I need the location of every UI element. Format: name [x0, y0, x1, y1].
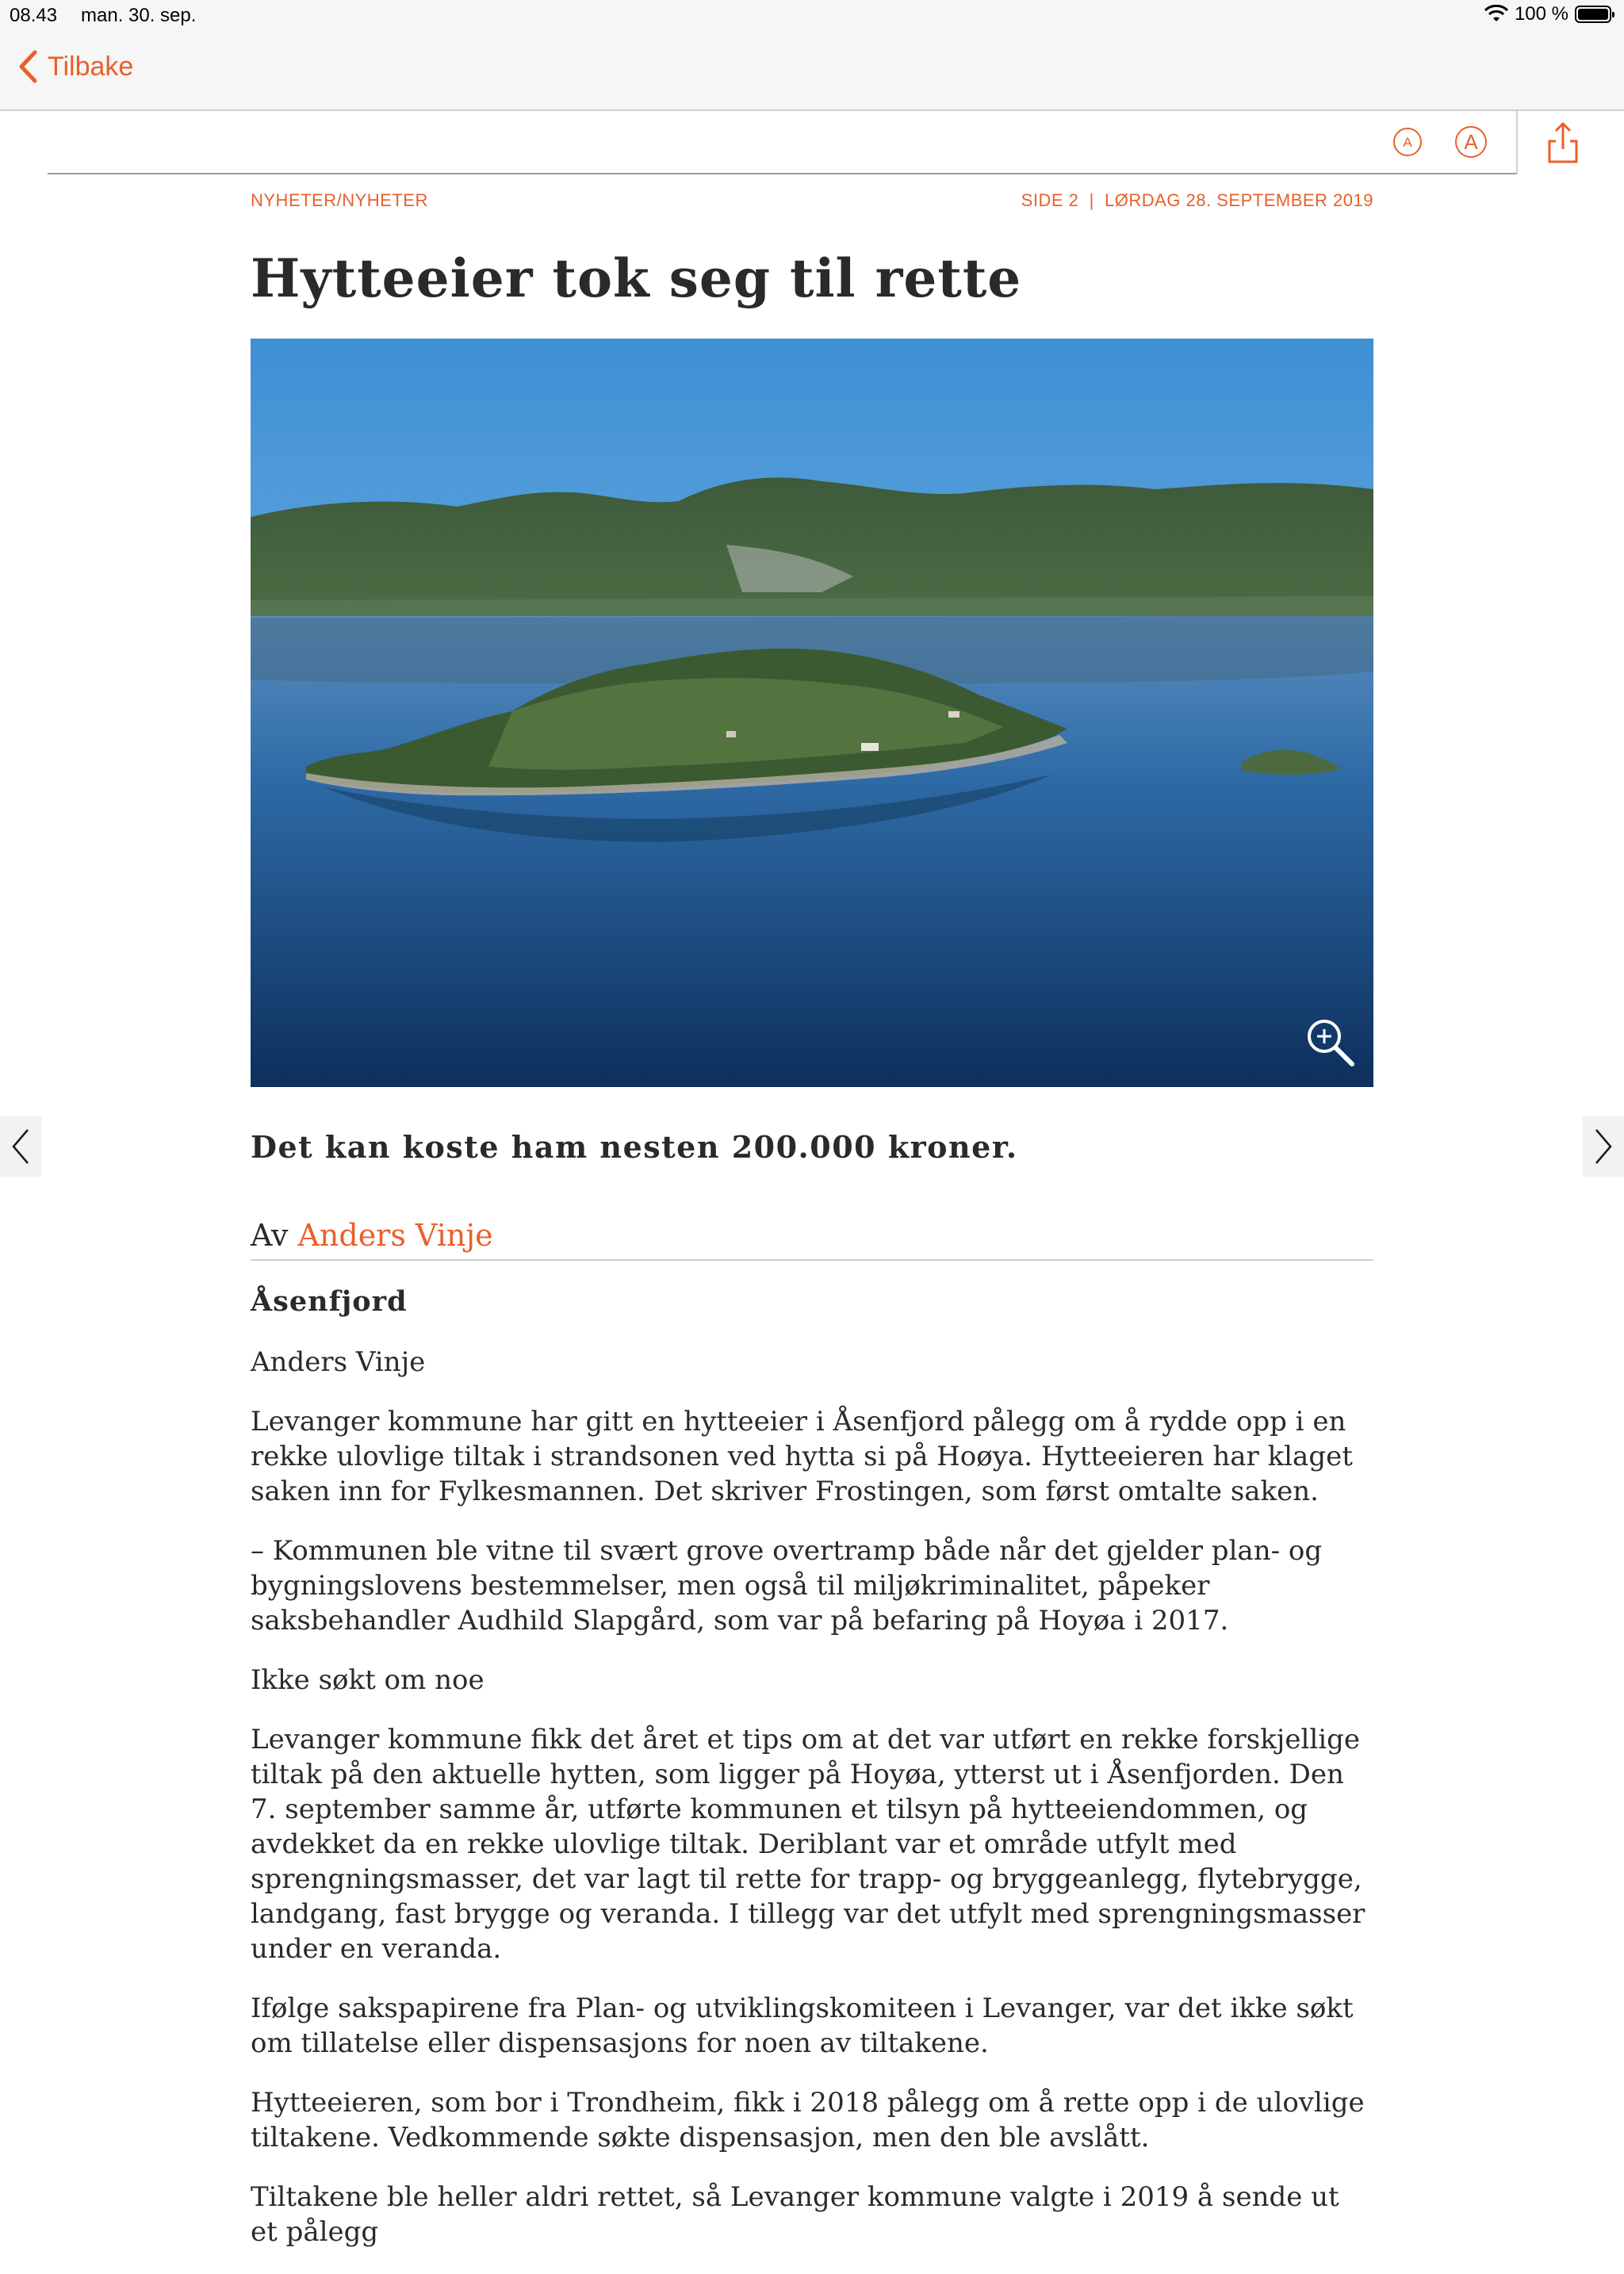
battery-icon: [1575, 6, 1611, 23]
byline: [251, 1218, 1373, 1253]
paragraph: Levanger kommune har gitt en hytteeier i Åsenfjord pålegg om å rydde opp i en rekke ulovlige tiltak i strandsonen ved hytta si på Hoøya. Hytteeieren har klaget saken inn for Fylkesmannen. Det skriver Frostingen, som først omtalte saken.: [251, 1406, 1353, 1507]
dateline: Åsenfjord: [251, 1285, 408, 1318]
chevron-left-icon: [10, 1127, 31, 1166]
nav-bar: [0, 32, 1624, 111]
page-info: SIDE 2 | LØRDAG 28. SEPTEMBER 2019: [1021, 190, 1373, 210]
fjord-island-photo: [251, 339, 1373, 1087]
section-label: NYHETER/NYHETER: [251, 190, 428, 210]
toolbar-separator: [1516, 111, 1518, 174]
headline: Hytteeier tok seg til rette: [251, 247, 1022, 309]
font-smaller-icon[interactable]: [1392, 127, 1423, 157]
font-smaller-glyph: A: [1403, 135, 1412, 150]
back-label: Tilbake: [48, 51, 134, 82]
previous-article-button[interactable]: [0, 1116, 41, 1177]
status-right: [1484, 3, 1611, 25]
chevron-left-icon: [17, 49, 38, 84]
byline-prefix: Av: [251, 1218, 298, 1253]
article-body: [251, 1284, 1373, 2274]
chevron-right-icon: [1593, 1127, 1614, 1166]
toolbar-rule: [48, 173, 1516, 174]
zoom-icon[interactable]: [1304, 1016, 1356, 1068]
share-icon[interactable]: [1546, 121, 1580, 165]
paragraph: Tiltakene ble heller aldri rettet, så Levanger kommune valgte i 2019 å sende ut et pålegg: [251, 2181, 1339, 2248]
reader-toolbar: [0, 111, 1624, 174]
battery-percent: 100 %: [1514, 3, 1568, 25]
paragraph: – Kommunen ble vitne til svært grove overtramp både når det gjelder plan- og bygningslovens bestemmelser, men også til miljøkriminalitet, påpeker saksbehandler Audhild Slapgård, som var på befaring på Hoyøa i 2017.: [251, 1535, 1323, 1637]
wifi-icon: [1484, 5, 1508, 24]
font-larger-icon[interactable]: [1454, 125, 1488, 159]
next-article-button[interactable]: [1583, 1116, 1624, 1177]
status-time: 08.43: [10, 5, 58, 26]
paragraph: Hytteeieren, som bor i Trondheim, fikk i 2018 pålegg om å rette opp i de ulovlige tiltakene. Vedkommende søkte dispensasjon, men den ble avslått.: [251, 2087, 1365, 2153]
byline-rule: [251, 1259, 1373, 1261]
subheading: Ikke søkt om noe: [251, 1664, 485, 1696]
font-larger-glyph: A: [1464, 130, 1478, 154]
status-date: man. 30. sep.: [81, 5, 197, 26]
paragraph: Levanger kommune fikk det året et tips om at det var utført en rekke forskjellige tiltak på den aktuelle hytten, som ligger på Hoyøa, ytterst ut i Åsenfjorden. Den 7. september samme år, utførte kommunen et tilsyn på hytteeiendommen, og avdekket da en rekke ulovlige tiltak. Deriblant var et område utfylt med sprengningsmasser, det var lagt til rette for trapp- og bryggeanlegg, flytebrygge, landgang, fast brygge og veranda. I tillegg var det utfylt med sprengningsmasser under en veranda.: [251, 1724, 1365, 1965]
byline-author-link[interactable]: Anders Vinje: [297, 1218, 493, 1253]
back-button[interactable]: [17, 49, 133, 84]
lead-text: Det kan koste ham nesten 200.000 kroner.: [251, 1129, 1018, 1165]
status-bar: [0, 0, 1624, 32]
paragraph: Ifølge sakspapirene fra Plan- og utviklingskomiteen i Levanger, var det ikke søkt om tillatelse eller dispensasjons for noen av tiltakene.: [251, 1993, 1354, 2059]
paragraph: Anders Vinje: [251, 1346, 426, 1378]
article-photo[interactable]: [251, 339, 1373, 1087]
